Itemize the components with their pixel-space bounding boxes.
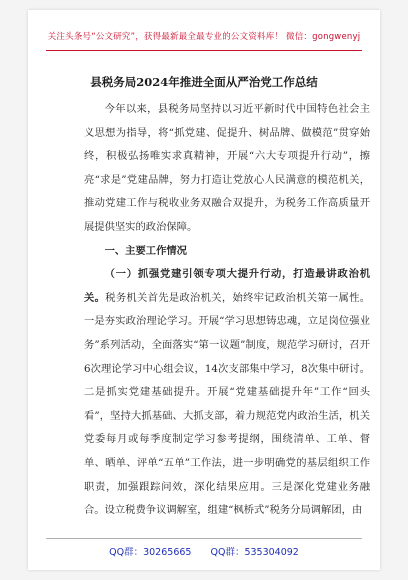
document-body <box>84 98 370 523</box>
document-title: 县税务局2024年推进全面从严治党工作总结 <box>90 75 318 89</box>
document-page <box>28 10 380 570</box>
header-banner: 关注头条号“公文研究”，获得最新最全最专业的公文资料库！ 微信：gongwenyj <box>47 32 361 42</box>
sub-section-paragraph <box>84 263 370 523</box>
section-heading: 一、主要工作情况 <box>104 244 187 257</box>
footer <box>28 544 380 558</box>
footer-divider <box>46 538 362 539</box>
footer-qq-group-1: QQ群：30265665 <box>109 547 192 558</box>
sub-section-heading: （一）抓强党建引领专项大提升行动，打造最讲政治机关。 <box>84 268 370 304</box>
intro-paragraph: 今年以来，县税务局坚持以习近平新时代中国特色社会主义思想为指导，将“抓党建、促提升、树品牌、做模范”贯穿始终，积极弘扬唯实求真精神，开展“六大专项提升行动”，擦亮“求是”党建品牌，努力打造让党放心人民满意的模范机关，推动党建工作与税收业务双融合双提升，为税务工作高质量开展提供坚实的政治保障。 <box>84 103 370 233</box>
header-divider <box>46 50 362 51</box>
sub-section-body: 税务机关首先是政治机关，始终牢记政治机关第一属性。一是夯实政治理论学习。开展“学习思想铸忠魂，立足岗位强业务”系列活动，全面落实“第一议题”制度，规范学习研讨，召开6次理论学习中心组会议，14次支部集中学习，8次集中研讨。二是抓实党建基础提升。开展“党建基础提升年”工作“回头看”，坚持大抓基础、大抓支部，着力规范党内政治生活，机关党委每月或每季度制定学习参考提纲，围绕清单、工单、督单、晒单、评单“五单”工作法，进一步明确党的基层组织工作职责，加强跟踪问效，深化结果应用。三是深化党建业务融合。设立税费争议调解室，组建“枫桥式”税务分局调解团，由 <box>84 291 371 517</box>
footer-qq-group-2: QQ群：535304092 <box>210 547 299 558</box>
